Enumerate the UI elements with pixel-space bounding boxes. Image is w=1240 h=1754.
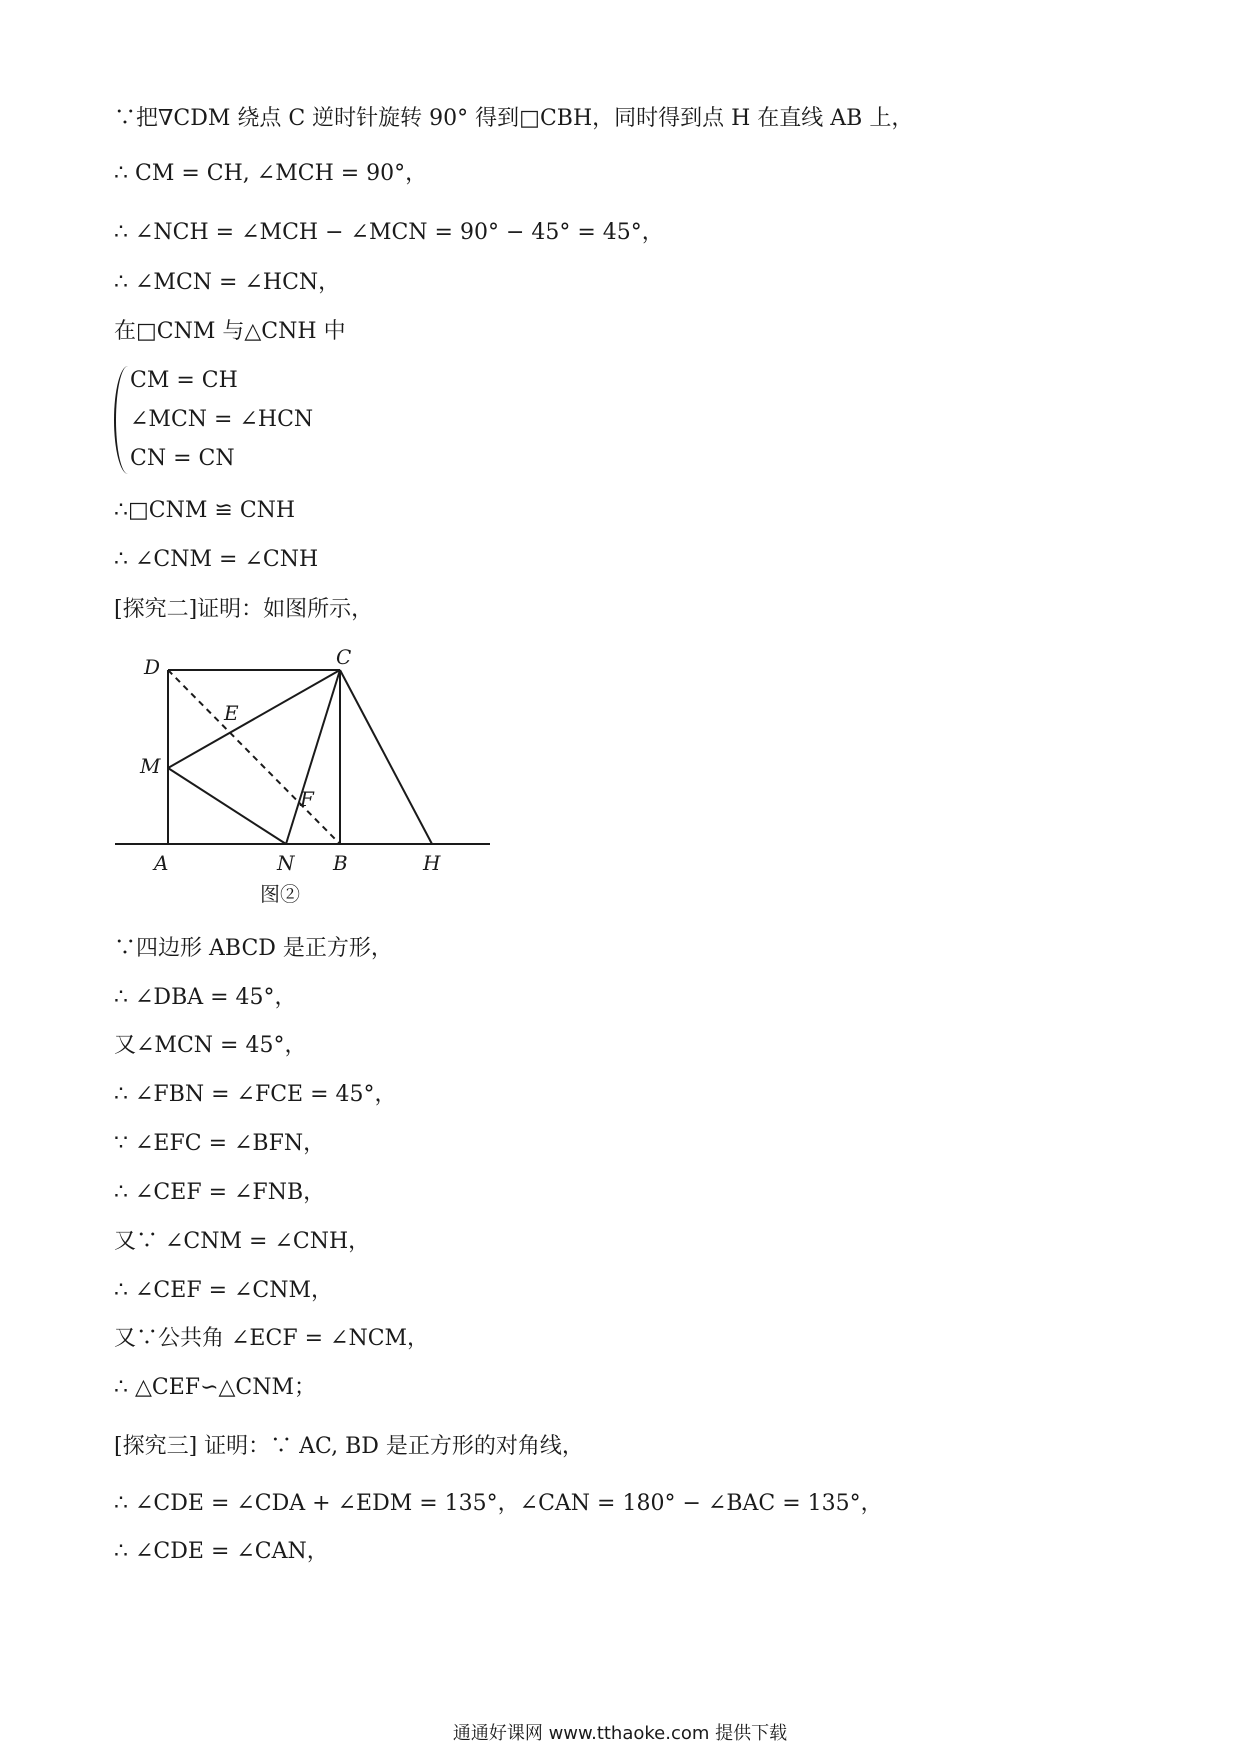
text-line: ∵四边形 ABCD 是正方形， — [114, 936, 393, 961]
text-line: 又∵公共角 ∠ECF = ∠NCM， — [114, 1326, 430, 1351]
text-line: [探究三] 证明：∵ AC, BD 是正方形的对角线， — [114, 1434, 584, 1459]
system-line: CM = CH — [130, 368, 238, 393]
text-line: ∴□CNM ≌ CNH — [114, 498, 296, 523]
text-line: ∴ ∠DBA = 45°， — [114, 985, 297, 1010]
label-e: E — [224, 701, 239, 725]
text-line: [探究二]证明：如图所示， — [114, 597, 374, 622]
text-line: ∵把∇CDM 绕点 C 逆时针旋转 90° 得到□CBH，同时得到点 H 在直线 AB 上， — [114, 106, 914, 131]
label-c: C — [336, 645, 352, 669]
label-m: M — [140, 754, 161, 778]
text-line: 又∠MCN = 45°， — [114, 1033, 307, 1058]
label-n: N — [277, 851, 295, 875]
label-f: F — [300, 787, 314, 811]
diagonal-db-dashed — [168, 670, 340, 844]
text-line: ∵ ∠EFC = ∠BFN， — [114, 1131, 326, 1156]
segment-ch — [340, 670, 432, 844]
text-line: ∴ ∠FBN = ∠FCE = 45°， — [114, 1082, 397, 1107]
text-line: ∴ ∠MCN = ∠HCN， — [114, 270, 341, 295]
square-diagram — [110, 640, 500, 880]
page-footer: 通通好课网 www.tthaoke.com 提供下载 — [452, 1723, 788, 1744]
geometry-figure — [110, 640, 500, 915]
figure-caption: 图② — [260, 882, 300, 906]
text-line: ∴ △CEF∽△CNM； — [114, 1375, 317, 1400]
label-b: B — [333, 851, 348, 875]
left-brace — [114, 366, 130, 474]
label-a: A — [154, 851, 169, 875]
label-h: H — [423, 851, 441, 875]
text-line: ∴ ∠CEF = ∠CNM， — [114, 1278, 334, 1303]
segment-mn — [168, 768, 286, 844]
text-line: 在□CNM 与△CNH 中 — [114, 319, 346, 344]
text-line: ∴ ∠CDE = ∠CAN， — [114, 1539, 329, 1564]
system-line: ∠MCN = ∠HCN — [130, 407, 314, 432]
text-line: ∴ ∠NCH = ∠MCH − ∠MCN = 90° − 45° = 45°， — [114, 220, 664, 245]
label-d: D — [144, 655, 161, 679]
text-line: 又∵ ∠CNM = ∠CNH， — [114, 1229, 371, 1254]
text-line: ∴ ∠CDE = ∠CDA + ∠EDM = 135°，∠CAN = 180° − ∠BAC = 135°， — [114, 1491, 883, 1516]
text-line: ∴ ∠CNM = ∠CNH — [114, 547, 319, 572]
text-line: ∴ CM = CH, ∠MCH = 90°， — [114, 161, 428, 186]
system-line: CN = CN — [130, 446, 235, 471]
text-line: ∴ ∠CEF = ∠FNB， — [114, 1180, 326, 1205]
